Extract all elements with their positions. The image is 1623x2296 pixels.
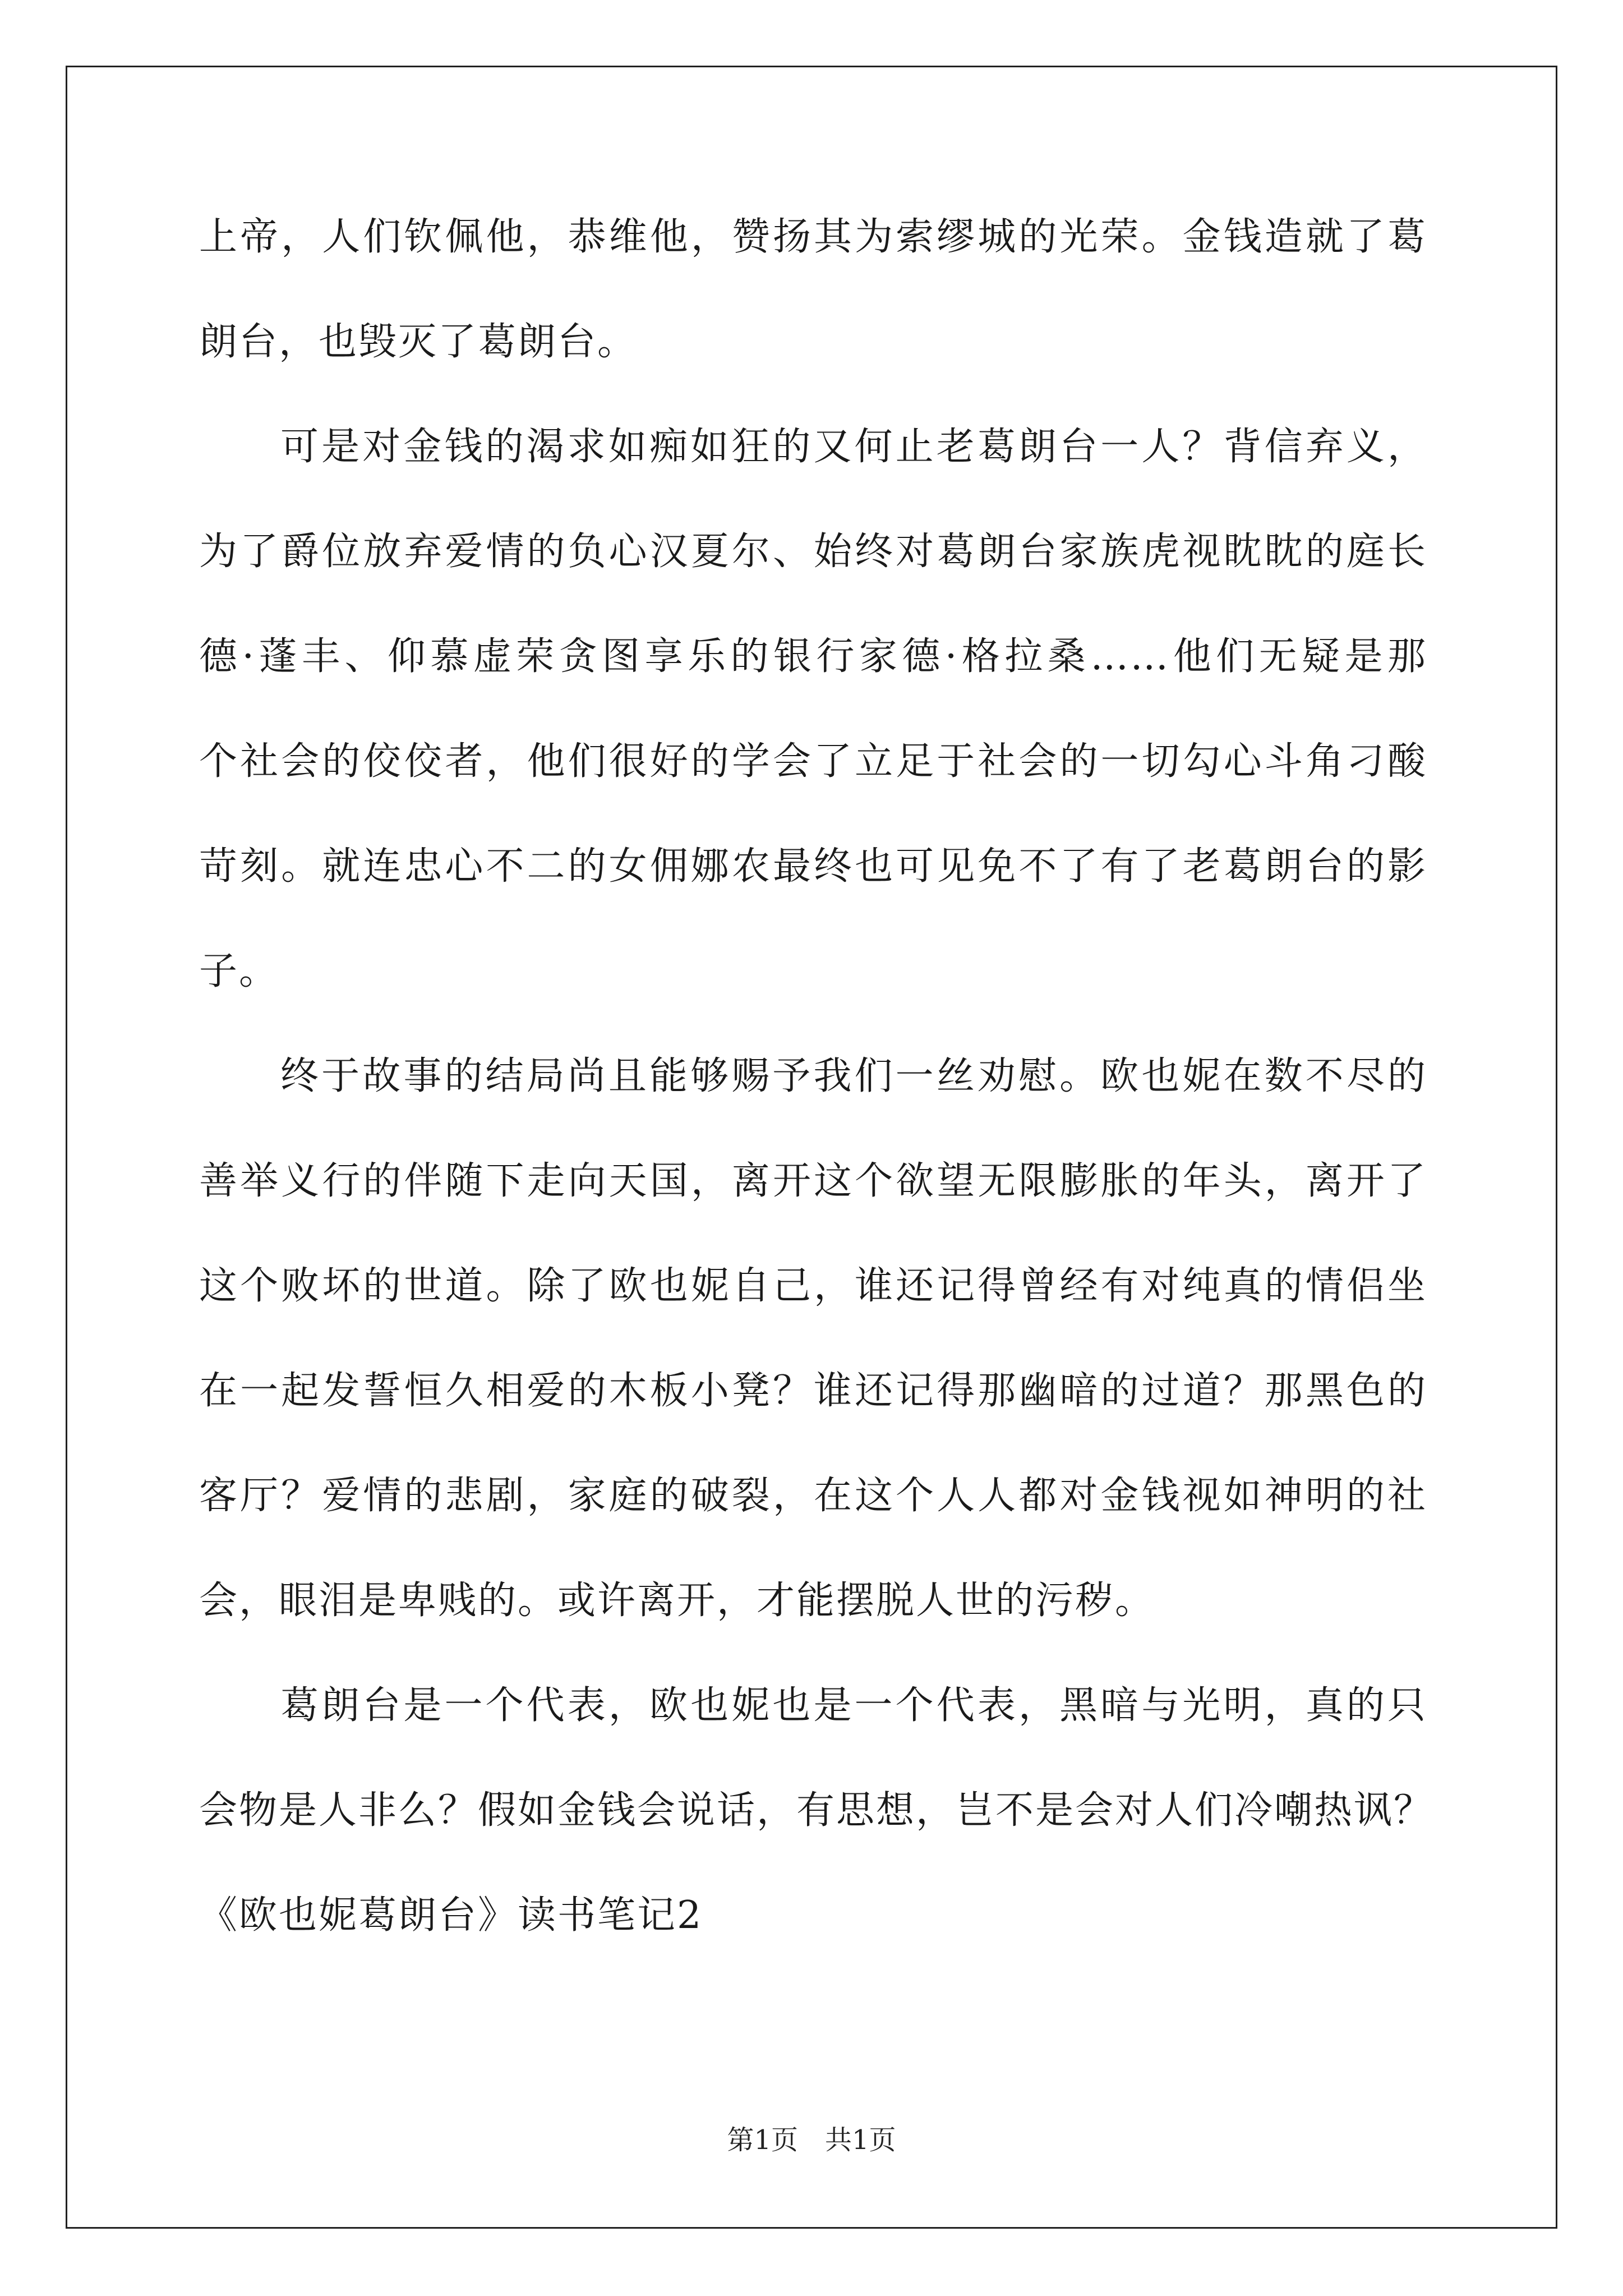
text-line: 在一起发誓恒久相爱的木板小凳？谁还记得那幽暗的过道？那黑色的 [199, 1369, 1427, 1413]
page-footer [0, 2123, 1623, 2157]
page-number: 第1页 [727, 2124, 798, 2156]
text-line: 子。 [199, 949, 279, 993]
paragraph-start-line: 可是对金钱的渴求如痴如狂的又何止老葛朗台一人？背信弃义， [280, 425, 1427, 469]
text-line: 为了爵位放弃爱情的负心汉夏尔、始终对葛朗台家族虎视眈眈的庭长 [199, 530, 1427, 574]
text-line: 德·蓬丰、仰慕虚荣贪图享乐的银行家德·格拉桑……他们无疑是那 [199, 634, 1427, 679]
text-line: 朗台，也毁灭了葛朗台。 [199, 320, 638, 364]
text-line: 会，眼泪是卑贱的。或许离开，才能摆脱人世的污秽。 [199, 1579, 1155, 1623]
paragraph-start-line: 终于故事的结局尚且能够赐予我们一丝劝慰。欧也妮在数不尽的 [280, 1054, 1427, 1098]
text-line: 会物是人非么？假如金钱会说话，有思想，岂不是会对人们冷嘲热讽？ [199, 1788, 1434, 1833]
text-line: 个社会的佼佼者，他们很好的学会了立足于社会的一切勾心斗角刁酸 [199, 739, 1427, 784]
text-line: 上帝，人们钦佩他，恭维他，赞扬其为索缪城的光荣。金钱造就了葛 [199, 215, 1427, 259]
text-line: 善举义行的伴随下走向天国，离开这个欲望无限膨胀的年头，离开了 [199, 1159, 1427, 1203]
text-line: 苛刻。就连忠心不二的女佣娜农最终也可见免不了有了老葛朗台的影 [199, 844, 1427, 889]
page-total: 共1页 [825, 2124, 896, 2156]
text-line: 客厅？爱情的悲剧，家庭的破裂，在这个人人都对金钱视如神明的社 [199, 1474, 1427, 1518]
text-line: 这个败坏的世道。除了欧也妮自己，谁还记得曾经有对纯真的情侣坐 [199, 1264, 1427, 1308]
paragraph-start-line: 葛朗台是一个代表，欧也妮也是一个代表，黑暗与光明，真的只 [280, 1683, 1427, 1728]
document-body [199, 210, 1434, 1994]
section-heading: 《欧也妮葛朗台》读书笔记2 [199, 1893, 703, 1938]
